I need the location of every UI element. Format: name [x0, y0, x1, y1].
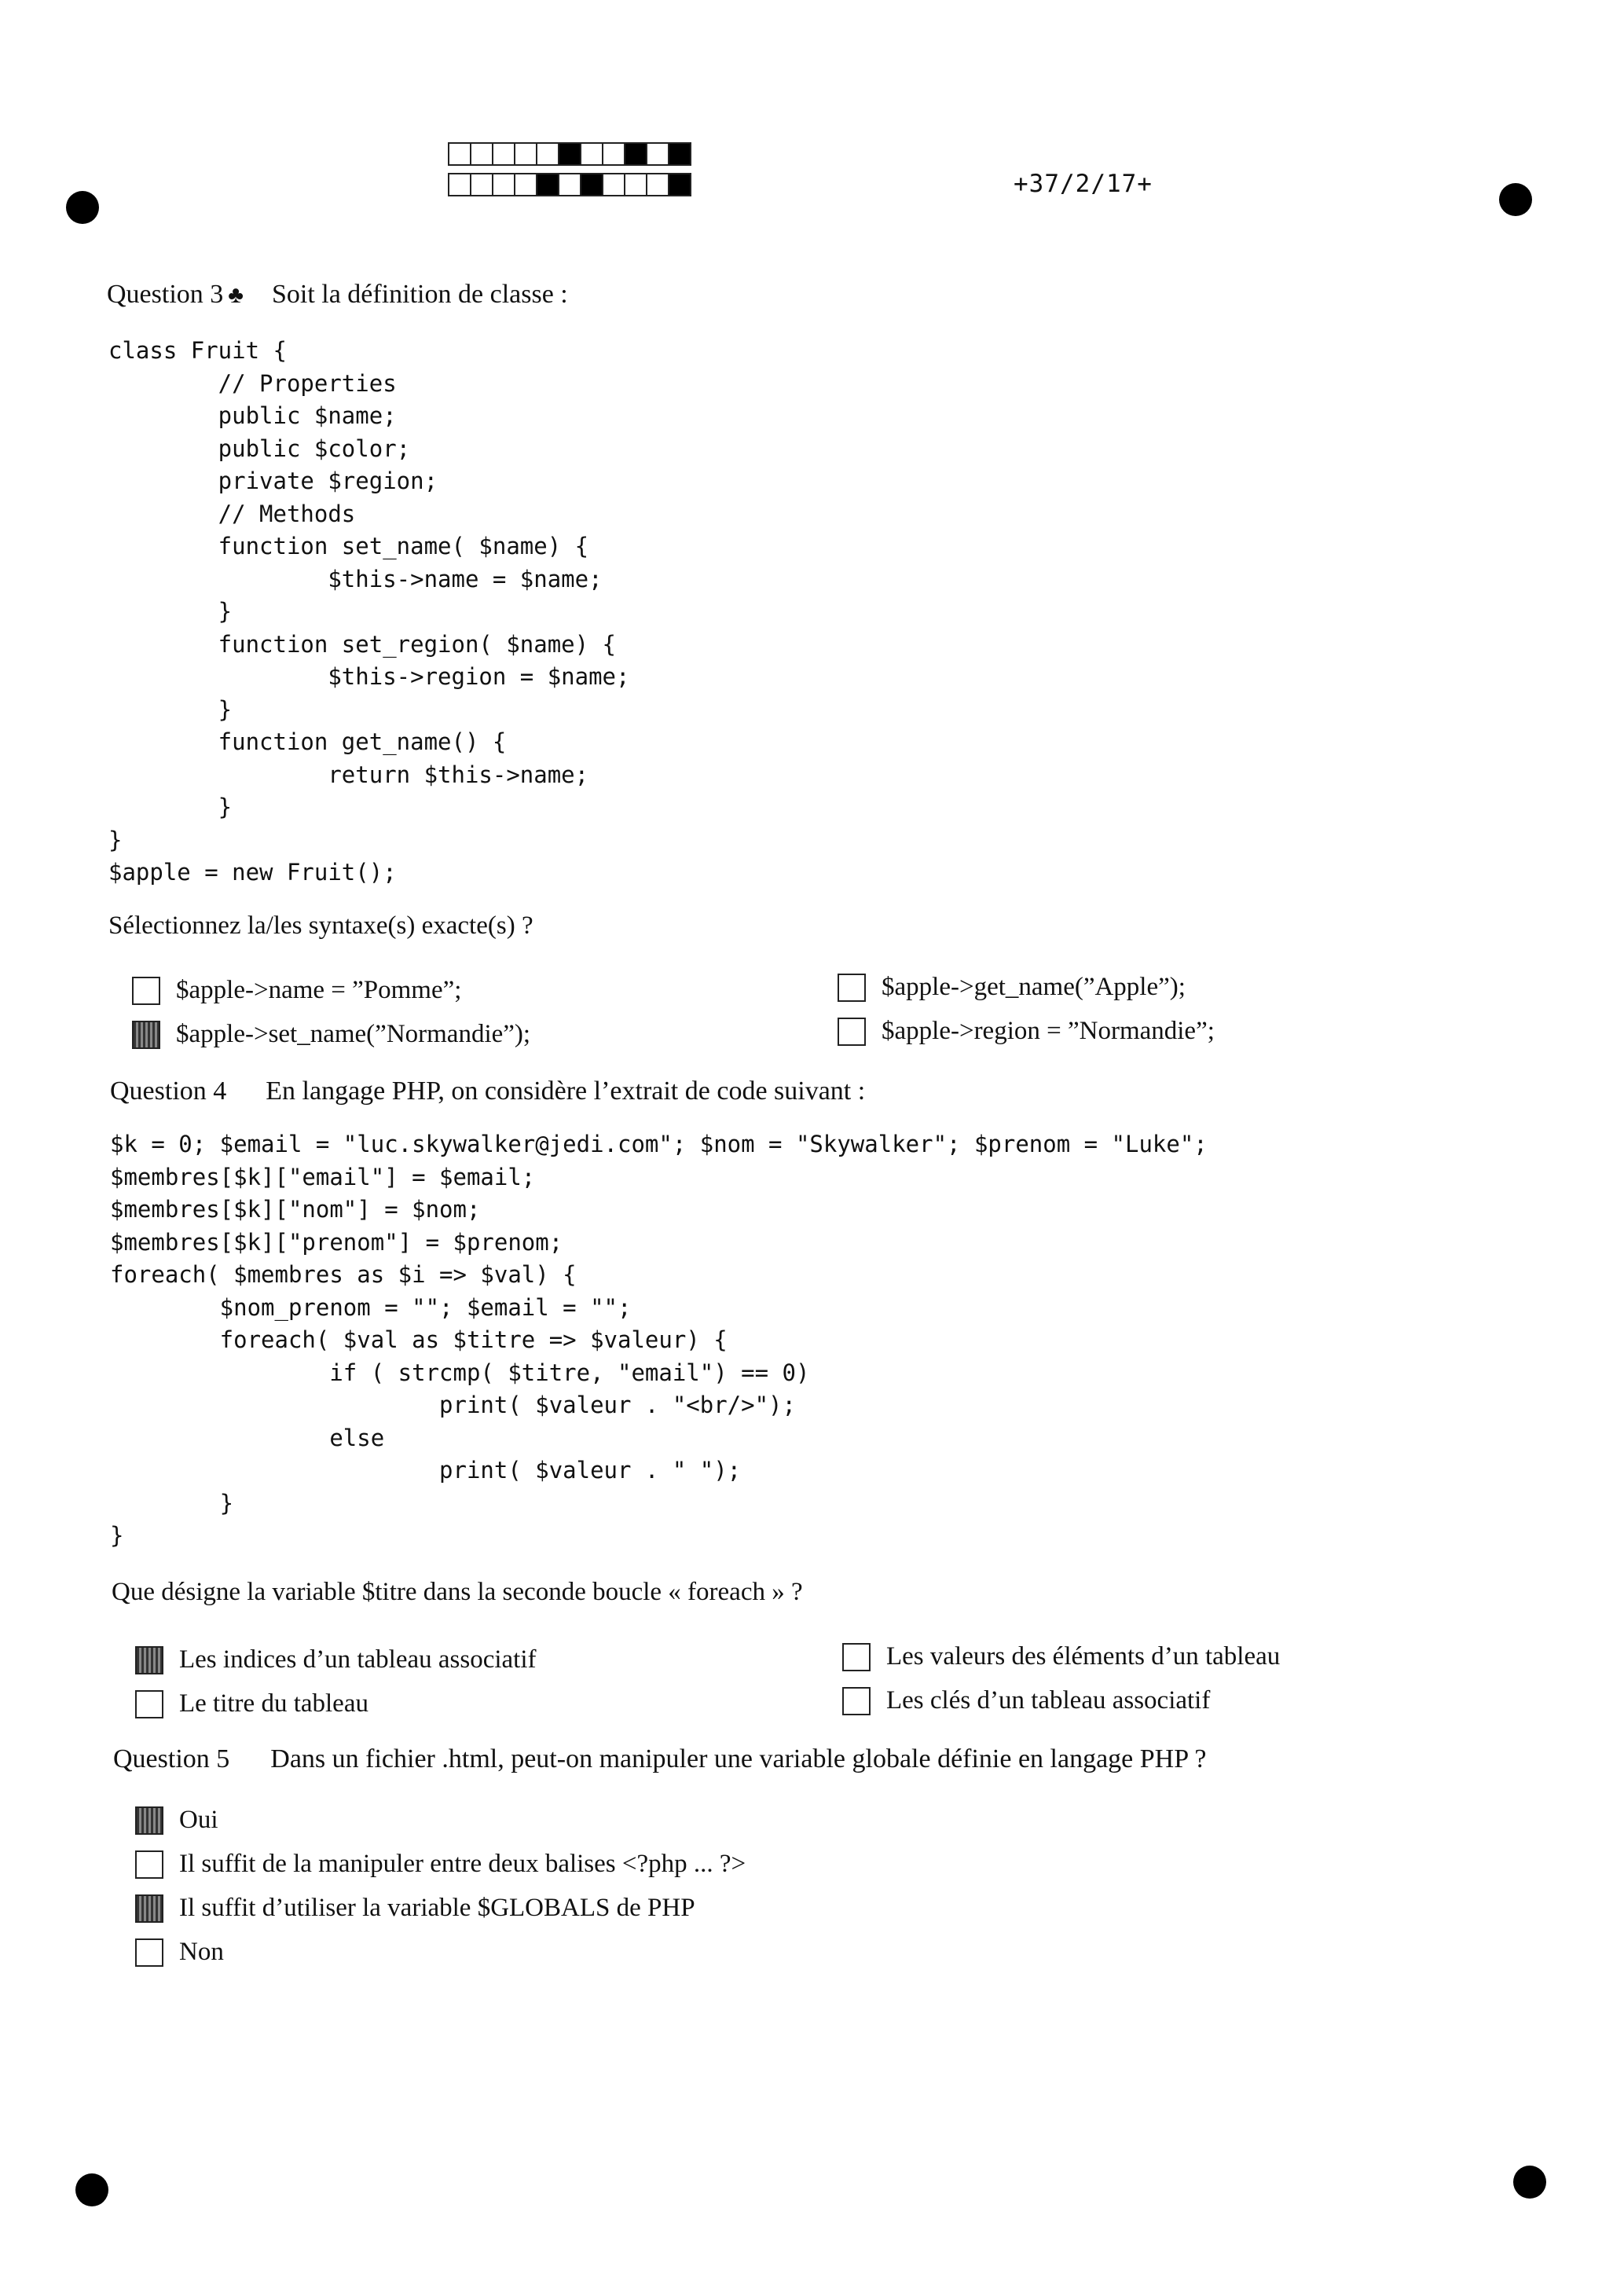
question-3-code: class Fruit { // Properties public $name; public $color; private $region; // Methods function set_name( $name) { $this->name = $name; } function set_region( $name) { $this->region = $name; } function get_name() { return $this->name; } } $apple = new Fruit();	[108, 337, 630, 886]
q5-option-4[interactable]	[135, 1938, 224, 1967]
id-code-cell	[448, 173, 471, 196]
id-code-cell	[448, 142, 471, 166]
q4-option-2[interactable]	[135, 1689, 368, 1718]
q3-option-2[interactable]	[132, 1020, 530, 1049]
id-code-cell	[624, 173, 647, 196]
id-code-cell	[470, 173, 493, 196]
id-code-cell	[536, 173, 559, 196]
q3-option-1[interactable]	[132, 976, 461, 1005]
id-code-cell	[580, 142, 603, 166]
checkbox[interactable]	[135, 1690, 163, 1718]
question-3-prompt: Sélectionnez la/les syntaxe(s) exacte(s) ?	[108, 911, 533, 940]
registration-mark-top-right	[1499, 183, 1532, 216]
q5-option-3[interactable]	[135, 1894, 695, 1923]
q4-option-3[interactable]	[842, 1642, 1280, 1671]
q3-option-3[interactable]	[838, 973, 1186, 1002]
option-label: Oui	[179, 1806, 218, 1834]
question-5-label: Question 5	[113, 1744, 230, 1773]
checkbox[interactable]	[132, 1021, 160, 1049]
option-label: Les valeurs des éléments d’un tableau	[886, 1642, 1281, 1671]
id-code-row-1	[448, 142, 690, 166]
q5-option-1[interactable]	[135, 1806, 218, 1835]
page-id: +37/2/17+	[1014, 170, 1153, 198]
question-3-text: Soit la définition de classe :	[271, 280, 568, 309]
id-code-cell	[470, 142, 493, 166]
club-icon: ♣	[228, 282, 244, 308]
checkbox[interactable]	[135, 1894, 163, 1923]
question-5-text: Dans un fichier .html, peut-on manipuler une variable globale définie en langage PHP ?	[270, 1744, 1207, 1773]
question-4-code: $k = 0; $email = "luc.skywalker@jedi.com"; $nom = "Skywalker"; $prenom = "Luke"; $membres[$k]["email"] = $email; $membres[$k]["nom"] = $nom; $membres[$k]["prenom"] = $prenom; foreach( $membres as $i => $val) { $nom_prenom = ""; $email = ""; foreach( $val as $titre => $valeur) { if ( strcmp( $titre, "email") == 0) print( $valeur . "<br/>"); else print( $valeur . " "); } }	[110, 1131, 1208, 1549]
checkbox[interactable]	[135, 1646, 163, 1674]
id-code-cell	[624, 142, 647, 166]
id-code-cell	[668, 173, 691, 196]
q4-option-1[interactable]	[135, 1645, 537, 1674]
q4-option-4[interactable]	[842, 1686, 1210, 1715]
question-3-label: Question 3	[107, 280, 224, 309]
question-4-label: Question 4	[110, 1076, 227, 1106]
id-code-cell	[558, 142, 581, 166]
id-code-cell	[492, 173, 515, 196]
id-code-cell	[646, 142, 669, 166]
checkbox[interactable]	[135, 1938, 163, 1967]
option-label: $apple->set_name(”Normandie”);	[176, 1020, 531, 1048]
id-code-cell	[602, 142, 625, 166]
q3-option-4[interactable]	[838, 1017, 1215, 1046]
question-4-text: En langage PHP, on considère l’extrait de code suivant :	[266, 1076, 866, 1106]
checkbox[interactable]	[838, 1018, 866, 1046]
option-label: Le titre du tableau	[179, 1689, 368, 1718]
id-code-cell	[514, 173, 537, 196]
id-code-row-2	[448, 173, 690, 196]
option-label: Il suffit de la manipuler entre deux balises <?php ... ?>	[179, 1850, 746, 1878]
id-code-cell	[536, 142, 559, 166]
checkbox[interactable]	[135, 1806, 163, 1835]
id-code-cell	[646, 173, 669, 196]
option-label: $apple->get_name(”Apple”);	[882, 973, 1186, 1001]
option-label: Les clés d’un tableau associatif	[886, 1686, 1211, 1715]
id-code-cell	[558, 173, 581, 196]
id-code-cell	[602, 173, 625, 196]
id-code-cell	[668, 142, 691, 166]
id-code-cell	[580, 173, 603, 196]
checkbox[interactable]	[838, 974, 866, 1002]
question-4-prompt: Que désigne la variable $titre dans la seconde boucle « foreach » ?	[112, 1578, 803, 1606]
question-5-title	[113, 1744, 1206, 1774]
question-3-title	[107, 280, 568, 310]
checkbox[interactable]	[135, 1850, 163, 1879]
q5-option-2[interactable]	[135, 1850, 746, 1879]
registration-mark-bottom-right	[1513, 2166, 1546, 2199]
option-label: $apple->name = ”Pomme”;	[176, 976, 462, 1004]
checkbox[interactable]	[842, 1687, 871, 1715]
question-4-title	[110, 1076, 865, 1106]
registration-mark-top-left	[66, 191, 99, 224]
checkbox[interactable]	[842, 1643, 871, 1671]
checkbox[interactable]	[132, 977, 160, 1005]
option-label: Les indices d’un tableau associatif	[179, 1645, 537, 1674]
id-code-cell	[492, 142, 515, 166]
option-label: Il suffit d’utiliser la variable $GLOBALS de PHP	[179, 1894, 695, 1922]
option-label: Non	[179, 1938, 224, 1966]
id-code-cell	[514, 142, 537, 166]
registration-mark-bottom-left	[75, 2173, 108, 2206]
option-label: $apple->region = ”Normandie”;	[882, 1017, 1215, 1045]
